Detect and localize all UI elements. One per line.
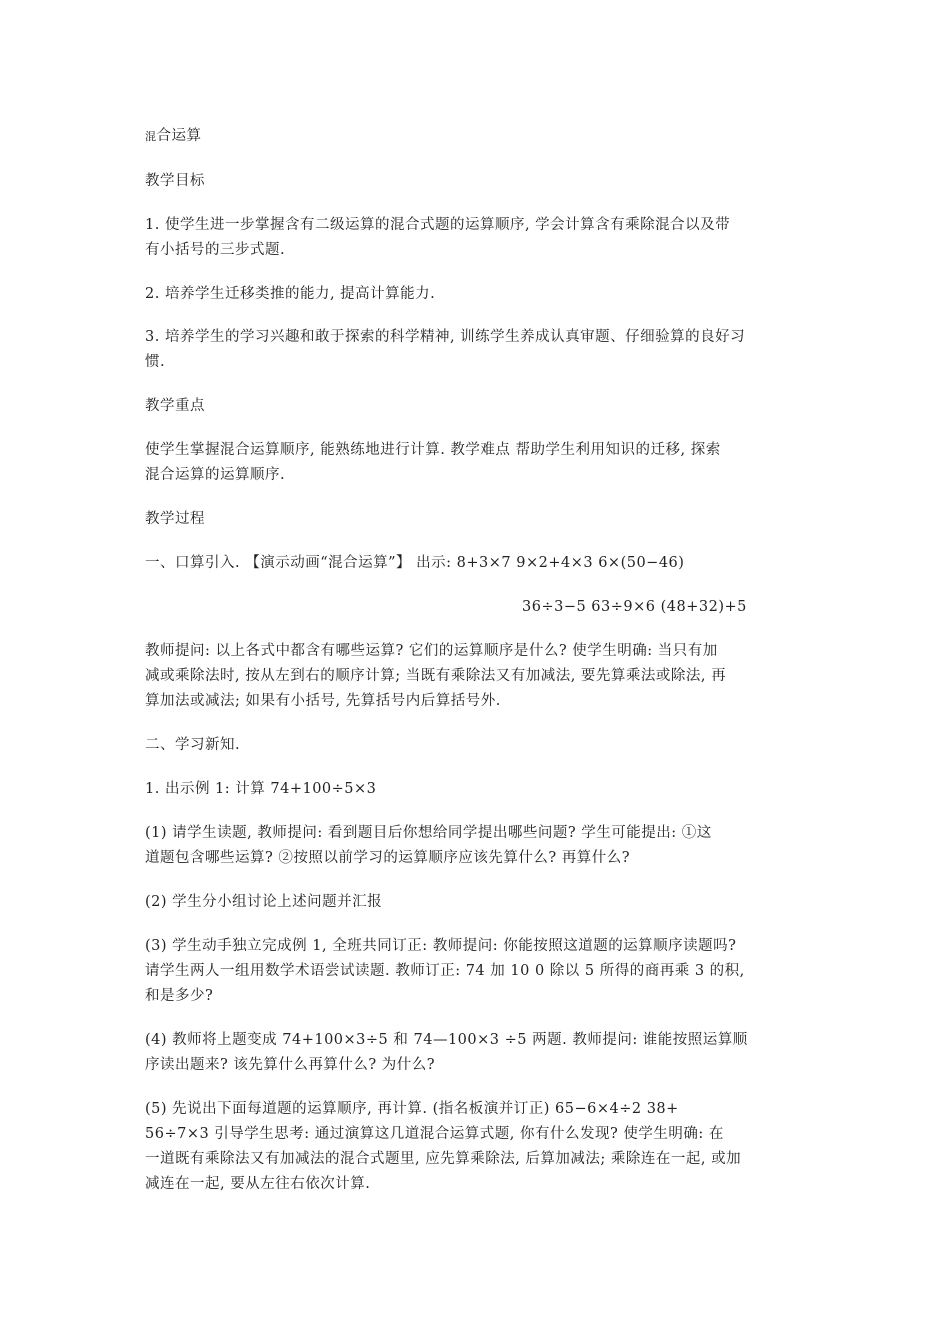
- part4-line2: 序读出题来? 该先算什么再算什么? 为什么?: [145, 1057, 436, 1073]
- document-title: [145, 124, 202, 149]
- goal3-line1: 3. 培养学生的学习兴趣和敢于探索的科学精神, 训练学生养成认真审题、仔细验算的良好习: [145, 329, 746, 345]
- goal1-line2: 有小括号的三步式题.: [145, 242, 286, 258]
- part5-line1: (5) 先说出下面每道题的运算顺序, 再计算. (指名板演并订正) 65−6×4÷2 38+: [145, 1101, 679, 1117]
- part5-line4: 减连在一起, 要从左往右依次计算.: [145, 1176, 371, 1192]
- part1-line2: 道题包含哪些运算? ②按照以前学习的运算顺序应该先算什么? 再算什么?: [145, 850, 631, 866]
- title-prefix: 混: [145, 130, 157, 143]
- goal1-line1: 1. 使学生进一步掌握含有二级运算的混合式题的运算顺序, 学会计算含有乘除混合以及带: [145, 217, 731, 233]
- part5-line2: 56÷7×3 引导学生思考: 通过演算这几道混合运算式题, 你有什么发现? 使学生明确: 在: [145, 1126, 724, 1142]
- step1-line1: 一、口算引入. 【演示动画“混合运算”】 出示: 8+3×7 9×2+4×3 6×(50−46): [145, 555, 685, 571]
- goals-heading: 教学目标: [145, 173, 205, 189]
- key-line2: 混合运算的运算顺序.: [145, 467, 286, 483]
- teacher-question-line3: 算加法或减法; 如果有小括号, 先算括号内后算括号外.: [145, 693, 501, 709]
- part5-line3: 一道既有乘除法又有加减法的混合式题里, 应先算乘除法, 后算加减法; 乘除连在一起, 或加: [145, 1151, 742, 1167]
- goal3-line2: 惯.: [145, 354, 166, 370]
- example1: 1. 出示例 1: 计算 74+100÷5×3: [145, 781, 377, 797]
- part3-line2: 请学生两人一组用数学术语尝试读题. 教师订正: 74 加 10 0 除以 5 所得的商再乘 3 的积,: [145, 963, 745, 979]
- step2-heading: 二、学习新知.: [145, 737, 241, 753]
- part1-line1: (1) 请学生读题, 教师提问: 看到题目后你想给同学提出哪些问题? 学生可能提出: ①这: [145, 825, 712, 841]
- teacher-question-line1: 教师提问: 以上各式中都含有哪些运算? 它们的运算顺序是什么? 使学生明确: 当只有加: [145, 643, 718, 659]
- goal2: 2. 培养学生迁移类推的能力, 提高计算能力.: [145, 286, 436, 302]
- part2: (2) 学生分小组讨论上述问题并汇报: [145, 894, 383, 910]
- part3-line1: (3) 学生动手独立完成例 1, 全班共同订正: 教师提问: 你能按照这道题的运算顺序读题吗?: [145, 938, 737, 954]
- key-line1: 使学生掌握混合运算顺序, 能熟练地进行计算. 教学难点 帮助学生利用知识的迁移, 探索: [145, 442, 721, 458]
- teacher-question-line2: 减或乘除法时, 按从左到右的顺序计算; 当既有乘除法又有加减法, 要先算乘法或除法, 再: [145, 668, 727, 684]
- part3-line3: 和是多少?: [145, 988, 214, 1004]
- step1-line2: 36÷3−5 63÷9×6 (48+32)+5: [522, 599, 747, 615]
- key-heading: 教学重点: [145, 398, 205, 414]
- process-heading: 教学过程: [145, 511, 205, 527]
- part4-line1: (4) 教师将上题变成 74+100×3÷5 和 74—100×3 ÷5 两题. 教师提问: 谁能按照运算顺: [145, 1032, 748, 1048]
- title-rest: 合运算: [156, 128, 202, 144]
